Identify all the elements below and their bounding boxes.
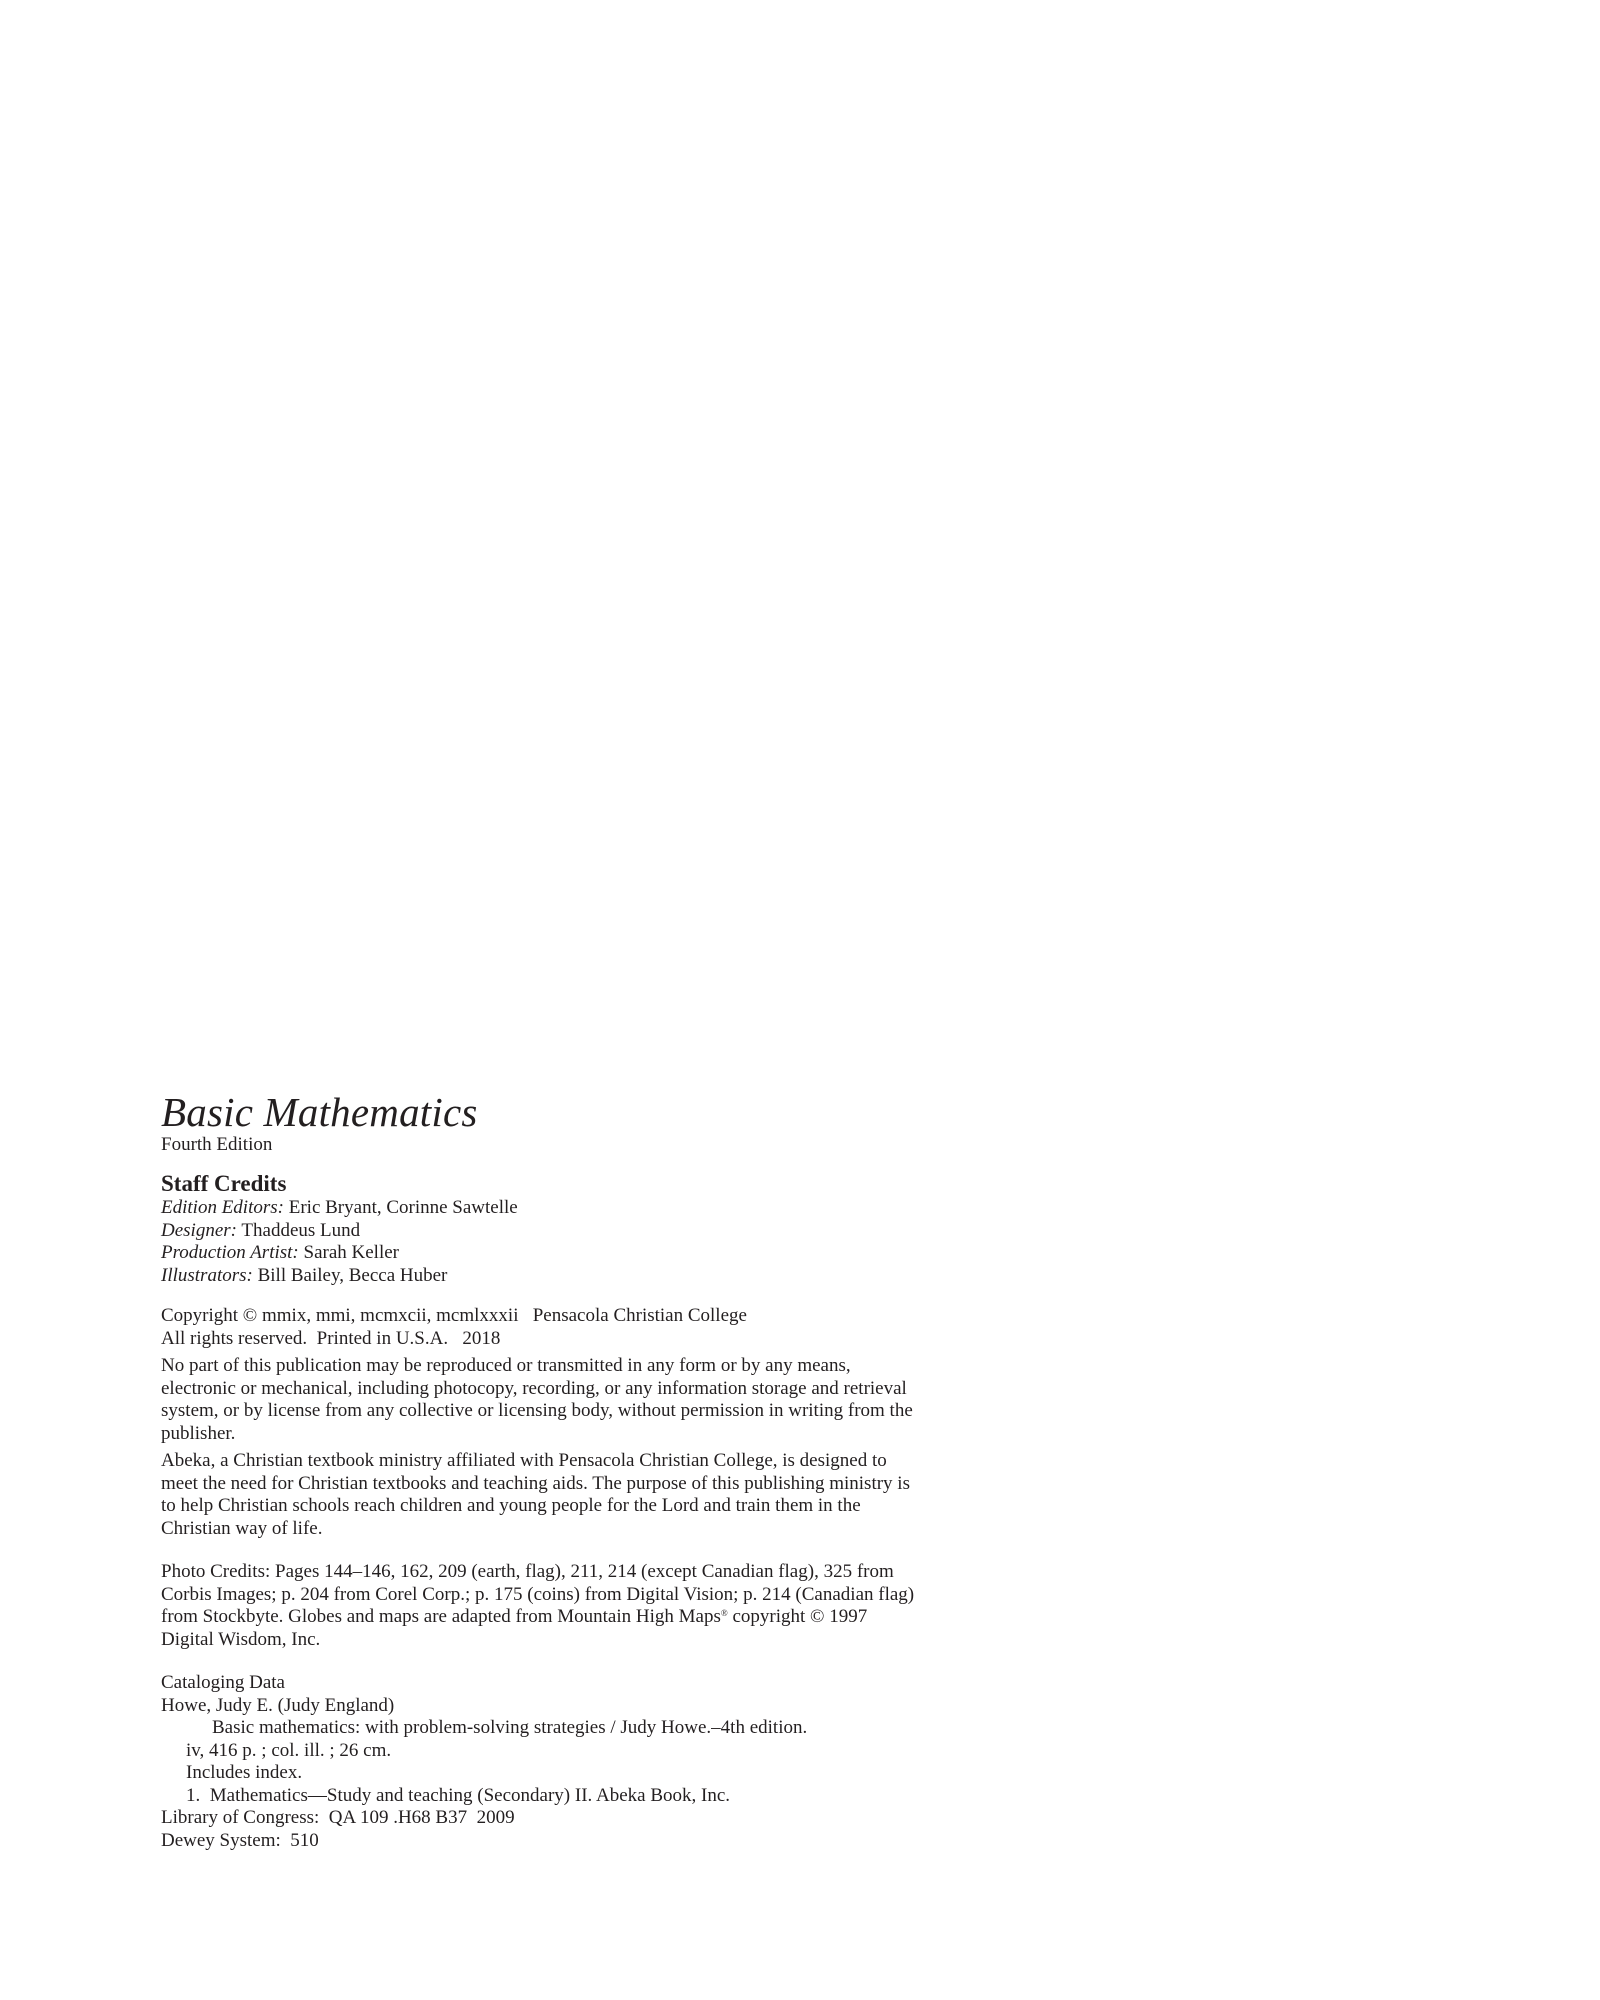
- credit-line: [161, 1242, 921, 1265]
- credit-role: Designer:: [161, 1219, 237, 1241]
- book-title: Basic Mathematics: [161, 1089, 478, 1135]
- photo-credits-text: Photo Credits: Pages 144–146, 162, 209 (earth, flag), 211, 214 (except Canadian flag), 325 from Corbis Images; p. 204 from Corel Corp.; p. 175 (coins) from Digital Vision; p. 214 (Canadian flag) from Stockbyte. Globes and maps are adapted from Mountain High Maps: [161, 1561, 915, 1627]
- copyright-page: [161, 1090, 921, 1852]
- photo-credits-tail: copyright © 1997 Digital Wisdom, Inc.: [161, 1606, 868, 1650]
- staff-credits-heading: Staff Credits: [161, 1171, 287, 1196]
- cataloging-data: [161, 1672, 921, 1852]
- cataloging-title: Basic mathematics: with problem-solving strategies / Judy Howe.–4th edition.: [212, 1717, 808, 1738]
- cataloging-note: Includes index.: [186, 1762, 303, 1783]
- rights-line: All rights reserved. Printed in U.S.A. 2018: [161, 1327, 501, 1349]
- edition-label: Fourth Edition: [161, 1134, 273, 1155]
- copyright-line: Copyright © mmix, mmi, mcmxcii, mcmlxxxii Pensacola Christian College: [161, 1305, 747, 1326]
- credit-role: Edition Editors:: [161, 1197, 284, 1218]
- dewey-system: Dewey System: 510: [161, 1829, 319, 1851]
- credit-names: Thaddeus Lund: [241, 1219, 361, 1241]
- credit-line: [161, 1220, 921, 1243]
- cataloging-physical: iv, 416 p. ; col. ill. ; 26 cm.: [186, 1739, 392, 1761]
- cataloging-subject: 1. Mathematics—Study and teaching (Secondary) II. Abeka Book, Inc.: [186, 1784, 730, 1806]
- cataloging-author: Howe, Judy E. (Judy England): [161, 1694, 395, 1716]
- staff-credits: [161, 1171, 921, 1287]
- cataloging-heading: Cataloging Data: [161, 1672, 285, 1693]
- copyright-section: [161, 1305, 921, 1540]
- credit-names: Bill Bailey, Becca Huber: [257, 1264, 448, 1286]
- credit-names: Sarah Keller: [303, 1242, 399, 1263]
- credit-line: [161, 1265, 921, 1288]
- registered-mark: ®: [720, 1608, 728, 1618]
- reproduction-notice: No part of this publication may be reproduced or transmitted in any form or by any means, electronic or mechanical, including photocopy, recording, or any information storage and retrieval system, or by license from any collective or licensing body, without permission in writing from the publisher.: [161, 1355, 913, 1444]
- credit-role: Production Artist:: [161, 1242, 299, 1263]
- publisher-statement: Abeka, a Christian textbook ministry affiliated with Pensacola Christian College, is designed to meet the need for Christian textbooks and teaching aids. The purpose of this publishing ministry is to help Christian schools reach children and young people for the Lord and train them in the Christian way of life.: [161, 1450, 910, 1539]
- credit-line: [161, 1197, 921, 1220]
- library-of-congress: Library of Congress: QA 109 .H68 B37 2009: [161, 1807, 515, 1828]
- credit-role: Illustrators:: [161, 1264, 253, 1286]
- photo-credits: [161, 1561, 921, 1651]
- credit-names: Eric Bryant, Corinne Sawtelle: [288, 1197, 518, 1218]
